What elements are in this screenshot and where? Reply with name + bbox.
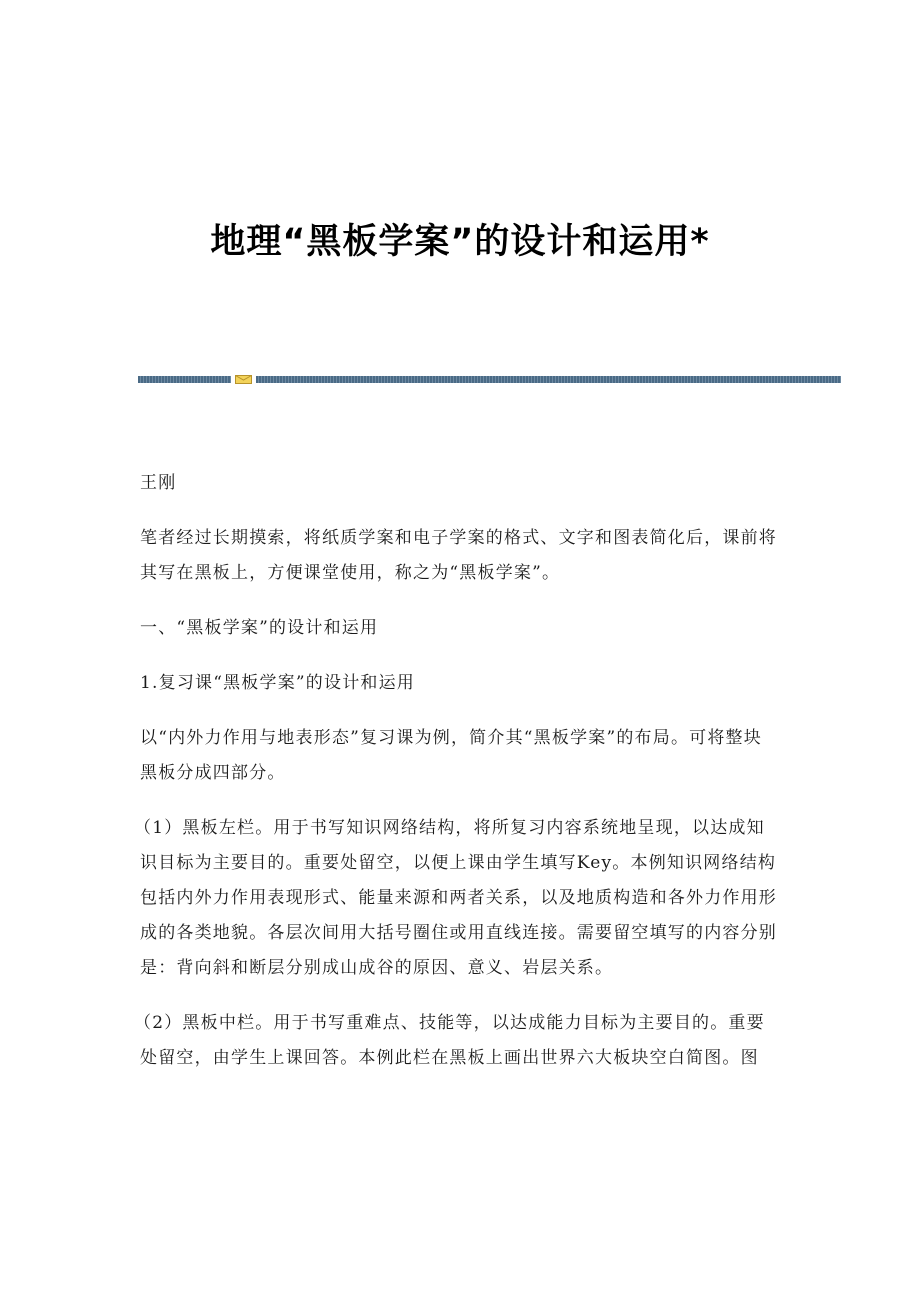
paragraph-intro: 笔者经过长期摸索，将纸质学案和电子学案的格式、文字和图表简化后，课前将其写在黑板上，方便课堂使用，称之为“黑板学案”。 [140, 528, 777, 583]
envelope-ornament-icon [235, 375, 252, 384]
subsection-heading-1: 1.复习课“黑板学案”的设计和运用 [140, 673, 416, 693]
divider-bar-right [256, 376, 841, 383]
title-divider [138, 375, 841, 384]
paragraph-example: 以“内外力作用与地表形态”复习课为例，简介其“黑板学案”的布局。可将整块黑板分成四部分。 [140, 728, 762, 783]
document-body [134, 466, 780, 1096]
paragraph-middle-column: （2）黑板中栏。用于书写重难点、技能等，以达成能力目标为主要目的。重要处留空，由学生上课回答。本例此栏在黑板上画出世界六大板块空白简图。图 [134, 1013, 765, 1068]
paragraph-left-column: （1）黑板左栏。用于书写知识网络结构，将所复习内容系统地呈现，以达成知识目标为主要目的。重要处留空，以便上课由学生填写Key。本例知识网络结构包括内外力作用表现形式、能量来源和两者关系，以及地质构造和各外力作用形成的各类地貌。各层次间用大括号圈住或用直线连接。需要留空填写的内容分别是：背向斜和断层分别成山成谷的原因、意义、岩层关系。 [134, 818, 777, 978]
author-name: 王刚 [140, 473, 177, 493]
divider-bar-left [138, 376, 231, 383]
document-title: 地理“黑板学案”的设计和运用* [210, 222, 710, 262]
section-heading-1: 一、“黑板学案”的设计和运用 [140, 618, 379, 638]
